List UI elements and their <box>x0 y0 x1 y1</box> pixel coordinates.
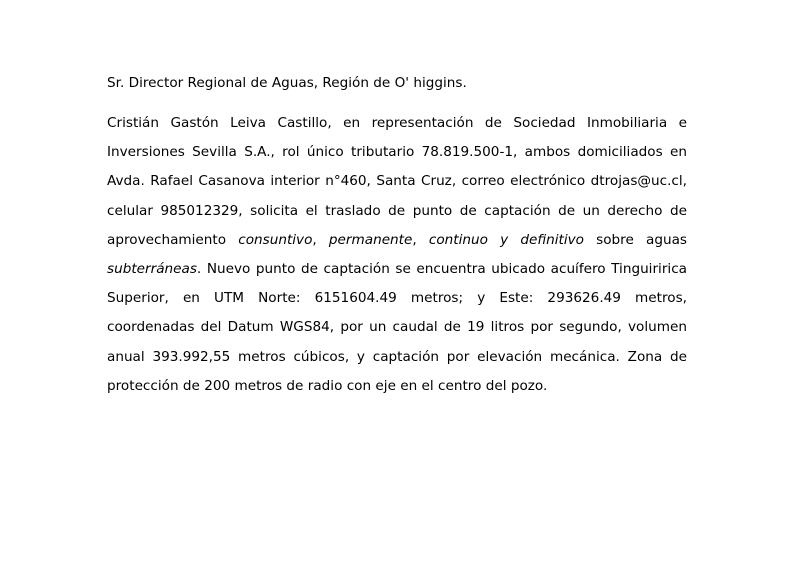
water-use-type-consuntivo: consuntivo <box>238 231 313 248</box>
body-text-part-2: sobre aguas <box>583 231 687 248</box>
body-text-part-3: . Nuevo punto de captación se encuentra ubicado acuífero Tinguiririca Superior, en UTM Norte: 6151604.49 metros; y Este: 293626.49 metros, coordenadas del Datum WGS84, por un caudal de 19 litros por segundo, volumen anual 393.992,55 metros cúbicos, y captación por elevación mecánica. Zona de protección de 200 metros de radio con eje en el centro del pozo. <box>107 261 687 394</box>
body-text-part-1: Cristián Gastón Leiva Castillo, en representación de Sociedad Inmobiliaria e Inversiones Sevilla S.A., rol único tributario 78.819.500-1, ambos domiciliados en Avda. Rafael Casanova interior n°460, Santa Cruz, correo electrónico dtrojas@uc.cl, celular 985012329, solicita el traslado de punto de captación de un derecho de aprovechamiento <box>107 115 687 248</box>
letter-page <box>107 72 687 401</box>
separator-1: , <box>312 231 329 248</box>
water-use-type-permanente: permanente <box>328 231 413 248</box>
water-source-subterraneas: subterráneas <box>107 261 197 278</box>
water-use-type-continuo-definitivo: continuo y definitivo <box>428 231 584 248</box>
salutation: Sr. Director Regional de Aguas, Región de O' higgins. <box>107 75 467 91</box>
separator-2: , <box>412 231 429 248</box>
letter-body-paragraph <box>107 109 687 401</box>
